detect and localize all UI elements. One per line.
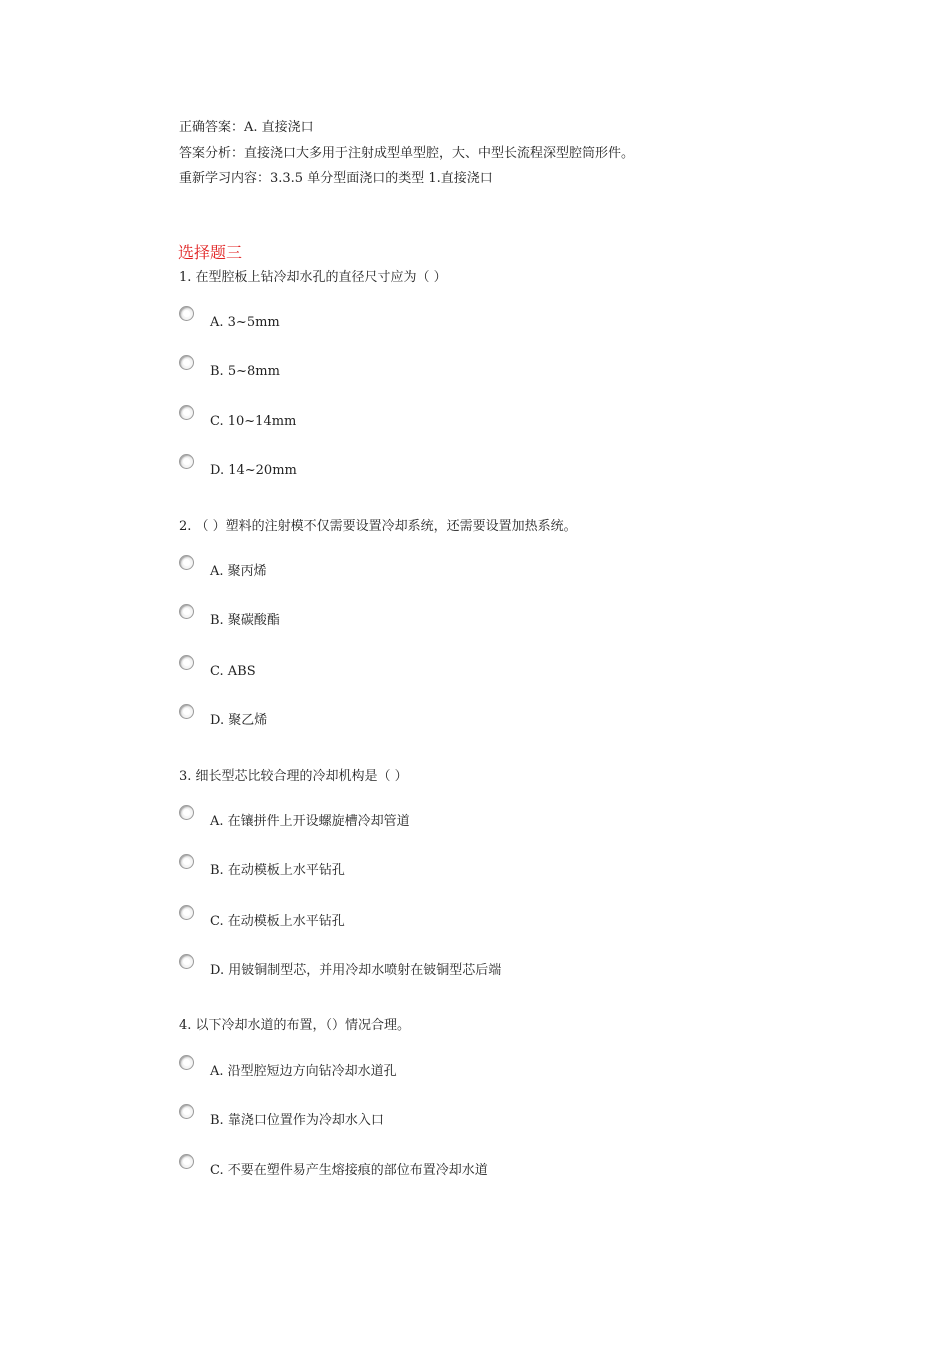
option-label: B. 靠浇口位置作为冷却水入口 bbox=[210, 1113, 384, 1128]
question-4-option-b[interactable] bbox=[179, 1104, 779, 1128]
question-3-option-a[interactable] bbox=[179, 805, 779, 829]
question-1-option-d[interactable] bbox=[179, 454, 779, 478]
question-2-option-a[interactable] bbox=[179, 555, 779, 579]
radio-button-icon[interactable] bbox=[179, 405, 194, 420]
radio-button-icon[interactable] bbox=[179, 555, 194, 570]
option-label: A. 沿型腔短边方向钻冷却水道孔 bbox=[210, 1064, 397, 1079]
relearn-content-text: 重新学习内容：3.3.5 单分型面浇口的类型 1.直接浇口 bbox=[179, 171, 493, 186]
option-label: D. 用铍铜制型芯，并用冷却水喷射在铍铜型芯后端 bbox=[210, 963, 502, 978]
answer-analysis-text: 答案分析：直接浇口大多用于注射成型单型腔，大、中型长流程深型腔筒形件。 bbox=[179, 146, 635, 161]
radio-button-icon[interactable] bbox=[179, 805, 194, 820]
question-2-option-d[interactable] bbox=[179, 704, 779, 728]
radio-button-icon[interactable] bbox=[179, 954, 194, 969]
question-1-option-a[interactable] bbox=[179, 306, 779, 330]
section-title: 选择题三 bbox=[178, 243, 243, 262]
question-4-option-a[interactable] bbox=[179, 1055, 779, 1079]
radio-button-icon[interactable] bbox=[179, 1154, 194, 1169]
option-label: C. 不要在塑件易产生熔接痕的部位布置冷却水道 bbox=[210, 1163, 488, 1178]
option-label: D. 聚乙烯 bbox=[210, 713, 268, 728]
question-2-option-c[interactable] bbox=[179, 655, 779, 679]
question-1-text: 1. 在型腔板上钻冷却水孔的直径尺寸应为（ ） bbox=[179, 270, 447, 285]
radio-button-icon[interactable] bbox=[179, 306, 194, 321]
question-2-text: 2. （ ）塑料的注射模不仅需要设置冷却系统，还需要设置加热系统。 bbox=[179, 519, 577, 534]
question-4-text: 4. 以下冷却水道的布置，（）情况合理。 bbox=[179, 1018, 411, 1033]
radio-button-icon[interactable] bbox=[179, 655, 194, 670]
question-2-option-b[interactable] bbox=[179, 604, 779, 628]
option-label: A. 在镶拼件上开设螺旋槽冷却管道 bbox=[210, 814, 410, 829]
radio-button-icon[interactable] bbox=[179, 1104, 194, 1119]
option-label: C. ABS bbox=[210, 664, 256, 679]
question-1-option-c[interactable] bbox=[179, 405, 779, 429]
option-label: C. 10~14mm bbox=[210, 414, 297, 429]
option-label: B. 聚碳酸酯 bbox=[210, 613, 280, 628]
radio-button-icon[interactable] bbox=[179, 1055, 194, 1070]
question-3-option-b[interactable] bbox=[179, 854, 779, 878]
radio-button-icon[interactable] bbox=[179, 604, 194, 619]
radio-button-icon[interactable] bbox=[179, 905, 194, 920]
option-label: B. 在动模板上水平钻孔 bbox=[210, 863, 345, 878]
option-label: D. 14~20mm bbox=[210, 463, 297, 478]
option-label: B. 5~8mm bbox=[210, 364, 280, 379]
option-label: A. 3~5mm bbox=[210, 315, 280, 330]
radio-button-icon[interactable] bbox=[179, 854, 194, 869]
question-3-option-d[interactable] bbox=[179, 954, 779, 978]
question-3-text: 3. 细长型芯比较合理的冷却机构是（ ） bbox=[179, 769, 408, 784]
option-label: C. 在动模板上水平钻孔 bbox=[210, 914, 345, 929]
correct-answer-text: 正确答案：A. 直接浇口 bbox=[179, 120, 314, 135]
question-4-option-c[interactable] bbox=[179, 1154, 779, 1178]
radio-button-icon[interactable] bbox=[179, 355, 194, 370]
option-label: A. 聚丙烯 bbox=[210, 564, 267, 579]
radio-button-icon[interactable] bbox=[179, 454, 194, 469]
question-1-option-b[interactable] bbox=[179, 355, 779, 379]
question-3-option-c[interactable] bbox=[179, 905, 779, 929]
radio-button-icon[interactable] bbox=[179, 704, 194, 719]
